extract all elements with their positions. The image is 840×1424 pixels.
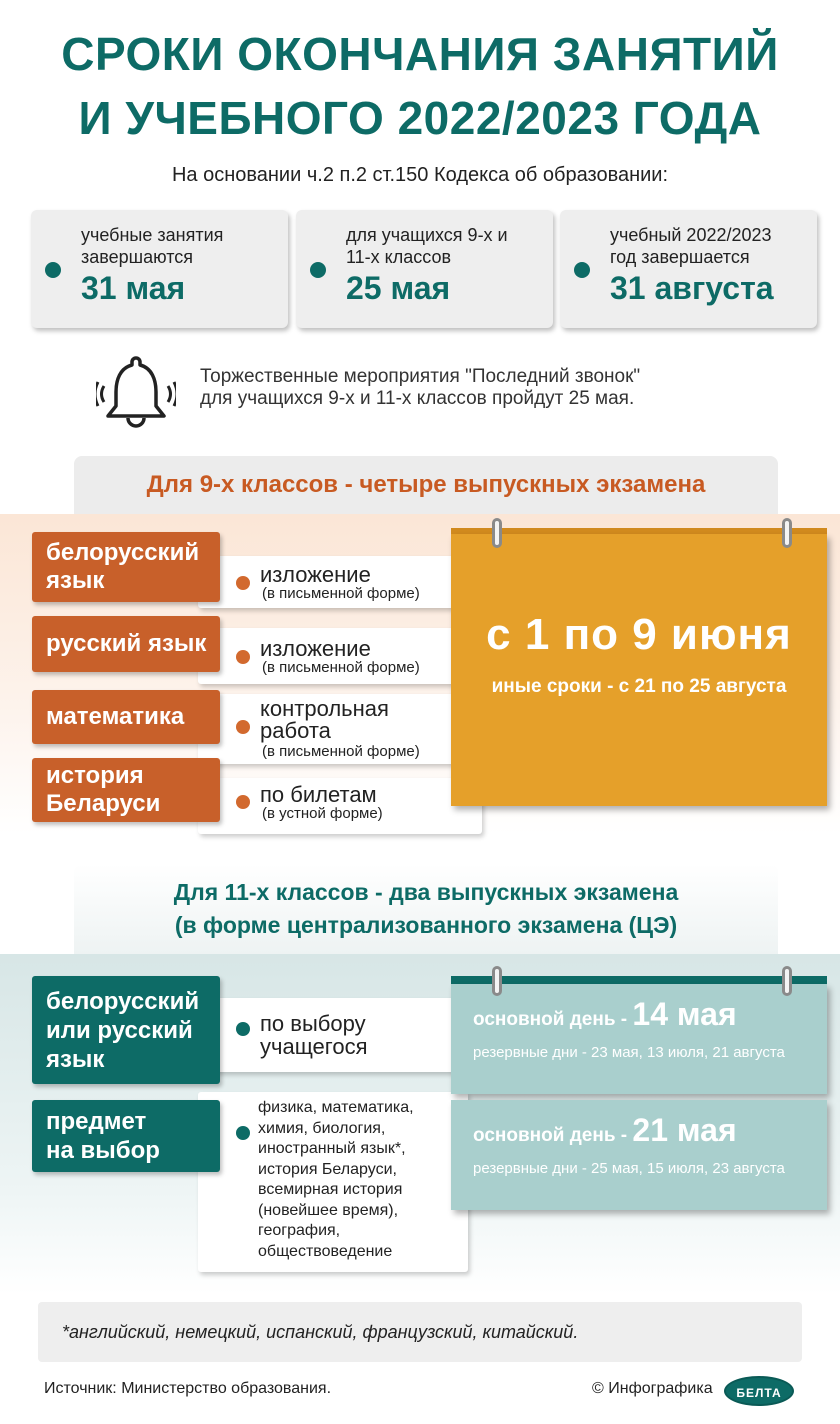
subject-language: [32, 976, 220, 1084]
subtitle: На основании ч.2 п.2 ст.150 Кодекса об образовании:: [171, 164, 669, 186]
card-text-line1: учебные занятия: [81, 225, 224, 245]
main-day-date: 21 мая: [632, 1112, 737, 1148]
bullet-icon: [236, 720, 250, 734]
calendar-binding: [451, 976, 827, 984]
subject-russian: [32, 616, 220, 672]
bell-icon: [96, 352, 176, 432]
choice-text: по выбору: [260, 1011, 366, 1036]
bullet-icon: [310, 262, 326, 278]
grade11-heading-line1: Для 11-х классов - два выпускных экзамена: [173, 879, 679, 905]
subject-optional: [32, 1100, 220, 1172]
exam-form-text: работа: [260, 718, 331, 743]
subject-belarusian: [32, 532, 220, 602]
grade11-calendar-main: [451, 984, 827, 1094]
subject-option: история Беларуси,: [258, 1160, 397, 1178]
card-date: 25 мая: [346, 270, 451, 306]
footnote: *английский, немецкий, испанский, французский, китайский.: [38, 1302, 802, 1362]
card-text-line2: год завершается: [610, 247, 750, 267]
calendar-ring-icon: [782, 966, 792, 996]
exam-choice-subjects: [198, 1092, 468, 1272]
subject-name: белорусский: [46, 987, 200, 1015]
subject-option: всемирная история: [258, 1181, 403, 1198]
subject-name: математика: [46, 703, 185, 730]
bullet-icon: [236, 795, 250, 809]
last-bell-line2: для учащихся 9-х и 11-х классов пройдут 25 мая.: [200, 388, 635, 409]
subject-option: обществоведение: [258, 1242, 393, 1260]
exam-form-note: (в письменной форме): [262, 659, 420, 676]
subject-math: [32, 690, 220, 744]
calendar-ring-icon: [492, 966, 502, 996]
card-date: 31 мая: [81, 270, 186, 306]
exam-form-belarusian: [198, 556, 456, 608]
bullet-icon: [574, 262, 590, 278]
grade11-calendar-optional: [451, 1100, 827, 1210]
last-bell-note: [200, 366, 640, 410]
card-text-line1: для учащихся 9-х и: [346, 225, 508, 245]
main-day-label: основной день -: [473, 1125, 633, 1146]
exam-form-text: изложение: [260, 636, 371, 661]
exam-form-history: [198, 778, 482, 834]
reserve-days: резервные дни - 25 мая, 15 июля, 23 августа: [473, 1160, 785, 1177]
exam-form-russian: [198, 628, 456, 684]
bullet-icon: [236, 650, 250, 664]
exam-form-note: (в письменной форме): [262, 743, 420, 760]
bullet-icon: [236, 1126, 250, 1140]
subject-name: Беларуси: [46, 790, 161, 817]
grade9-heading: Для 9-х классов - четыре выпускных экзамена: [74, 456, 778, 514]
info-card-graduates: [296, 210, 553, 328]
subject-name: язык: [46, 567, 105, 594]
card-text-line2: завершаются: [81, 247, 193, 267]
exam-form-math: [198, 694, 456, 764]
subject-name: русский язык: [46, 630, 207, 657]
page-title-line2: И УЧЕБНОГО 2022/2023 ГОДА: [78, 92, 762, 144]
exam-form-text: контрольная: [260, 696, 389, 721]
subject-name: история: [46, 762, 144, 789]
subject-option: иностранный язык*,: [258, 1140, 406, 1157]
subject-options-list: [258, 1098, 414, 1262]
exam-form-note: (в устной форме): [262, 805, 383, 822]
grade9-calendar: [451, 534, 827, 806]
subject-option: физика, математика,: [258, 1099, 414, 1116]
page-title-line1: СРОКИ ОКОНЧАНИЯ ЗАНЯТИЙ: [61, 28, 779, 80]
card-text-line1: учебный 2022/2023: [610, 225, 772, 245]
bullet-icon: [45, 262, 61, 278]
subject-name: предмет: [46, 1108, 147, 1135]
choice-text: учащегося: [260, 1034, 368, 1059]
grade11-heading: [74, 864, 778, 954]
calendar-ring-icon: [782, 518, 792, 548]
exam-choice-language: [198, 998, 456, 1072]
exam-form-note: (в письменной форме): [262, 585, 420, 602]
subject-name: язык: [46, 1045, 105, 1073]
grade11-heading-line2: (в форме централизованного экзамена (ЦЭ): [174, 912, 678, 938]
source-credit: Источник: Министерство образования.: [44, 1380, 332, 1397]
main-day-label: основной день -: [473, 1009, 633, 1030]
bullet-icon: [236, 576, 250, 590]
card-text-line2: 11-х классов: [346, 247, 452, 267]
exam-form-text: изложение: [260, 562, 371, 587]
info-card-year-end: [560, 210, 817, 328]
card-date: 31 августа: [610, 270, 774, 306]
main-day-date: 14 мая: [632, 996, 737, 1032]
grade9-exam-dates: с 1 по 9 июня: [486, 610, 792, 659]
subject-option: химия, биология,: [258, 1119, 386, 1137]
info-card-classes-end: [31, 210, 288, 328]
subject-name: белорусский: [46, 539, 200, 566]
infographic-credit: © Инфографика: [592, 1380, 713, 1397]
last-bell-line1: Торжественные мероприятия "Последний звонок": [200, 366, 641, 387]
bullet-icon: [236, 1022, 250, 1036]
subject-option: (новейшее время),: [258, 1201, 399, 1219]
subject-name: или русский: [46, 1016, 193, 1044]
exam-form-text: по билетам: [260, 782, 377, 807]
calendar-ring-icon: [492, 518, 502, 548]
reserve-days: резервные дни - 23 мая, 13 июля, 21 августа: [473, 1044, 785, 1061]
subject-history: [32, 758, 220, 822]
belta-logo: БЕЛТА: [724, 1376, 794, 1406]
subject-option: география,: [258, 1222, 341, 1239]
grade9-other-dates: иные сроки - с 21 по 25 августа: [491, 676, 787, 697]
subject-name: на выбор: [46, 1137, 160, 1164]
